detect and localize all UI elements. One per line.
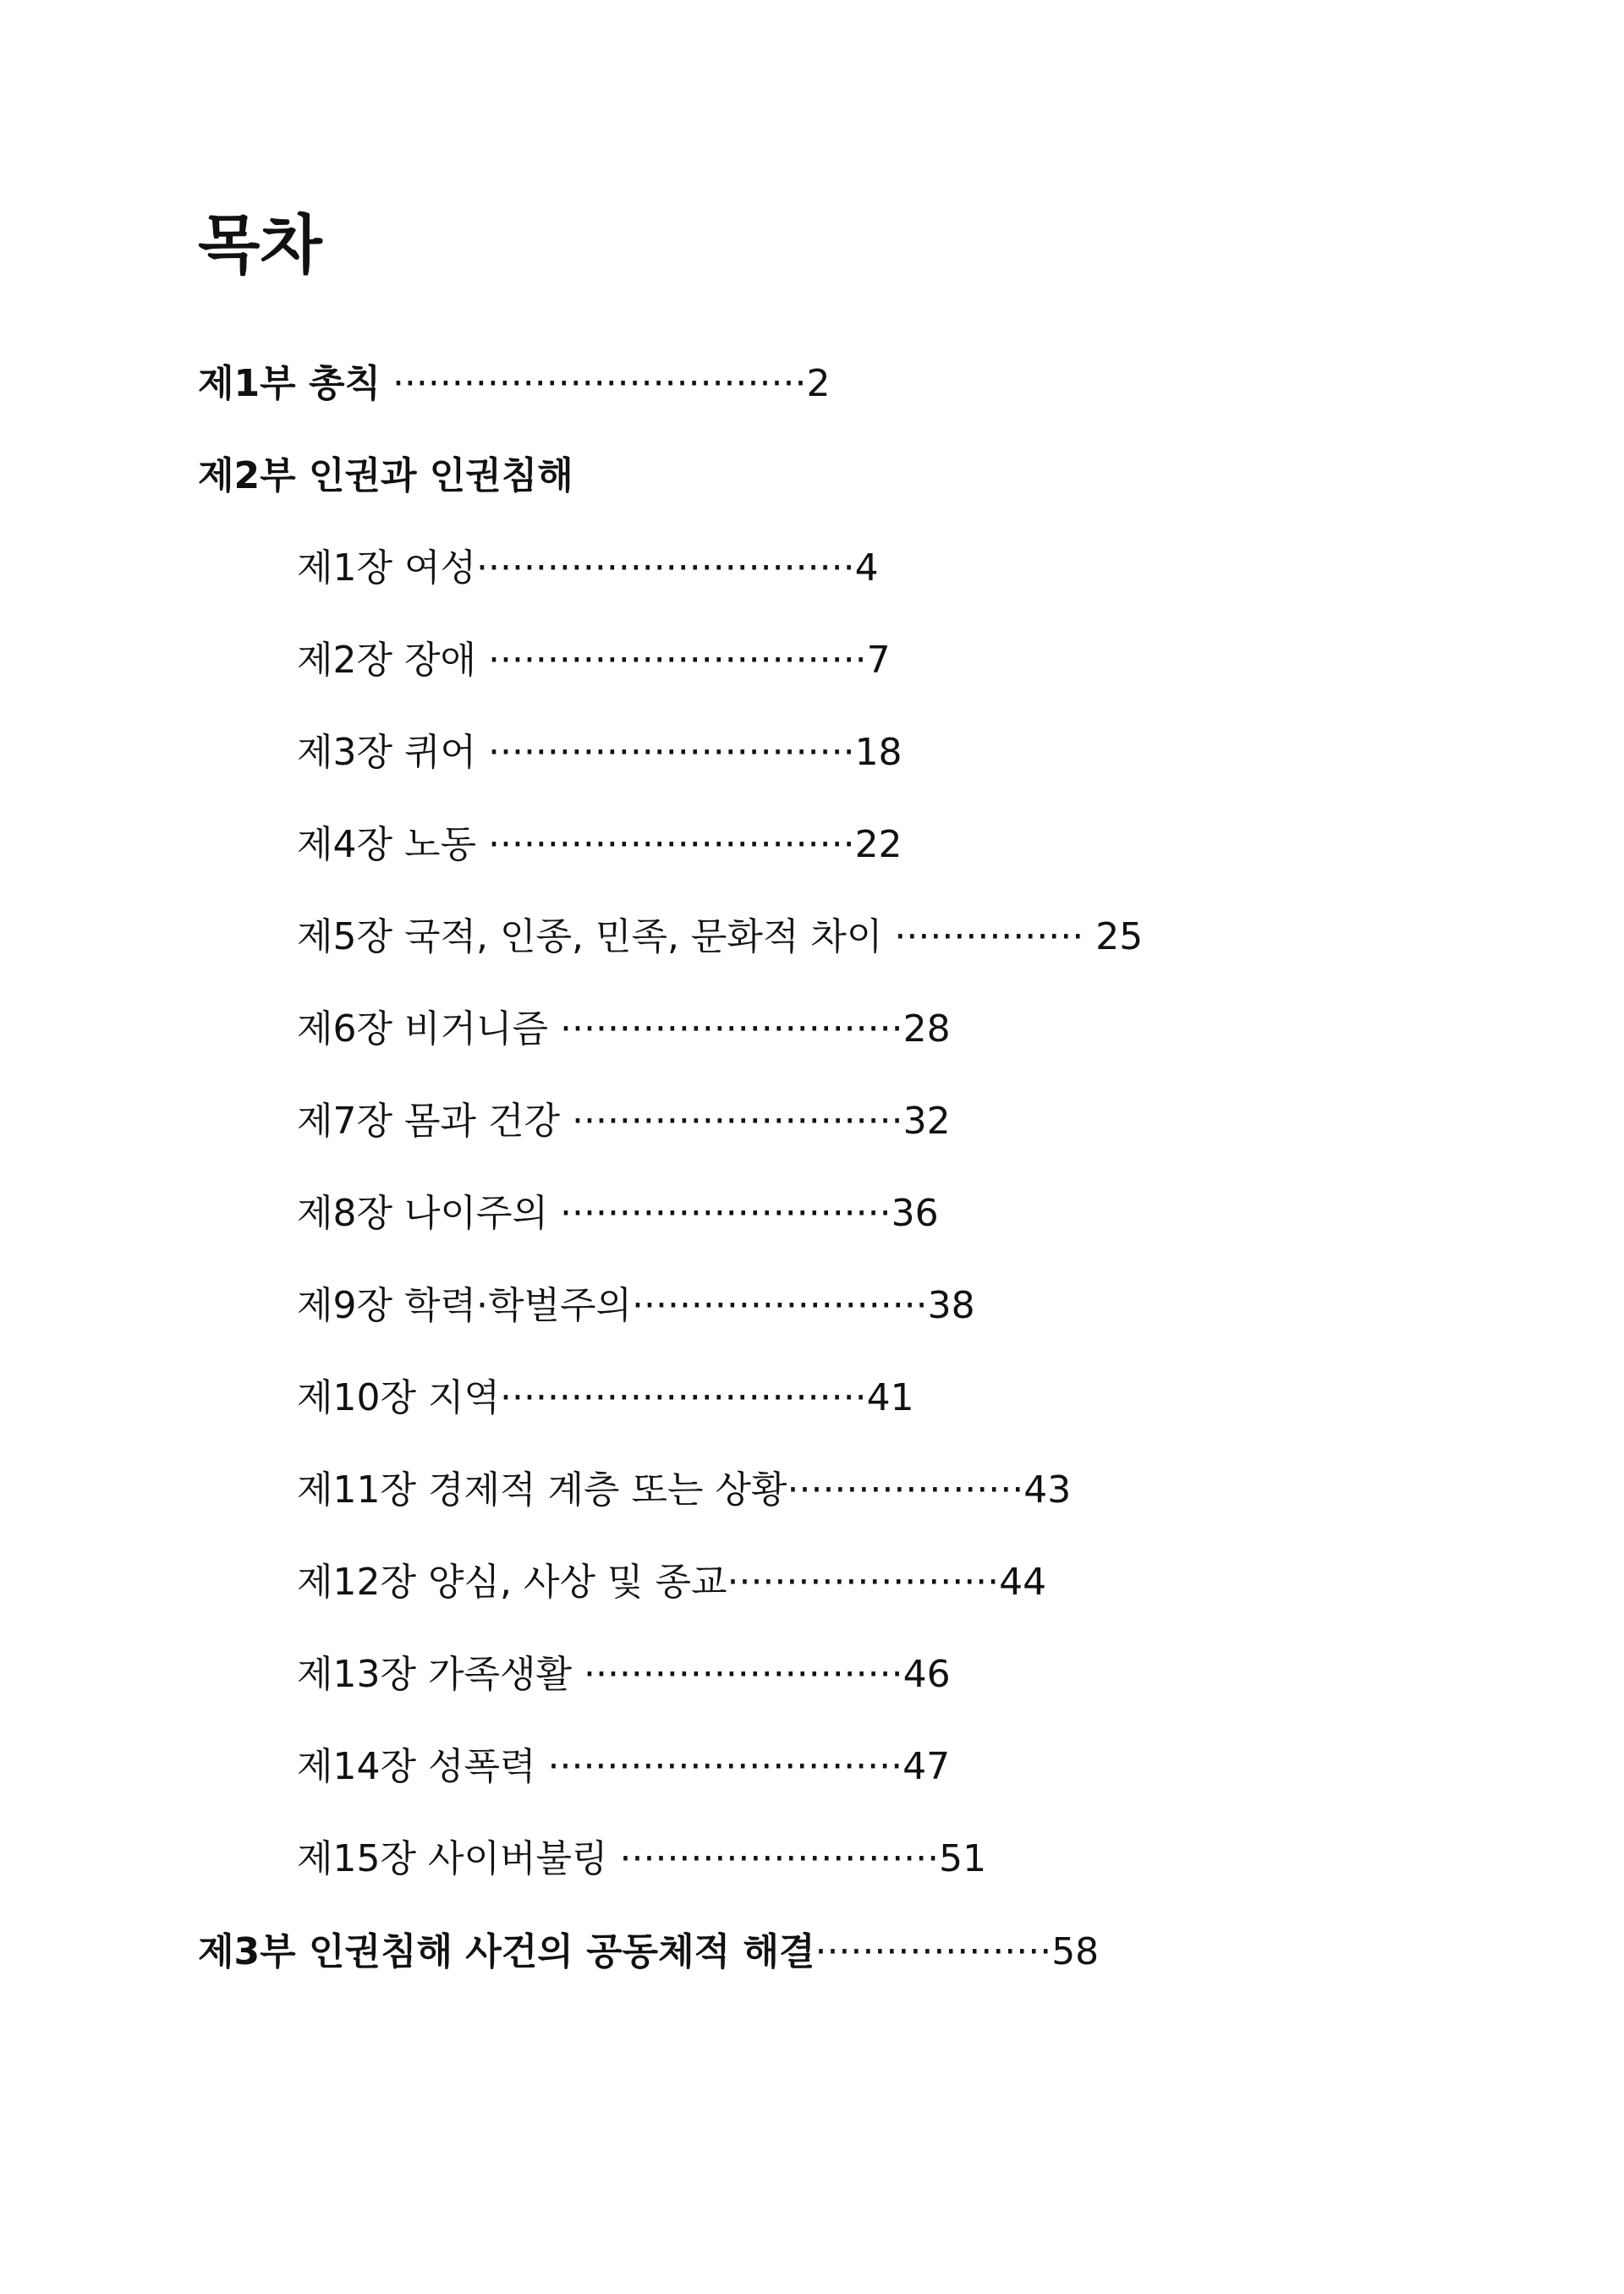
toc-entry-label: 제1부 총칙 (198, 362, 381, 405)
toc-entry-page: 18 (854, 731, 903, 774)
toc-entry-page: 41 (866, 1376, 914, 1419)
toc-entry-chapter-3 (297, 731, 903, 774)
toc-entry-chapter-13 (297, 1653, 951, 1696)
toc-entry-chapter-9 (297, 1284, 975, 1327)
toc-entry-page: 32 (903, 1100, 951, 1143)
toc-entry-leader: ························· (632, 1284, 928, 1327)
toc-entry-label: 제4장 노동 (297, 823, 476, 866)
toc-entry-label: 제3장 퀴어 (297, 731, 476, 774)
toc-entry-chapter-5 (297, 915, 1144, 958)
toc-entry-leader: ······················· (727, 1561, 1000, 1604)
toc-entry-chapter-14 (297, 1745, 951, 1788)
toc-entry-label: 제15장 사이버불링 (297, 1837, 608, 1880)
toc-entry-leader: ··························· (572, 1653, 903, 1696)
toc-entry-label: 제14장 성폭력 (297, 1745, 536, 1788)
toc-entry-page: 2 (806, 362, 831, 405)
toc-entry-chapter-8 (297, 1192, 939, 1235)
toc-entry-chapter-6 (297, 1007, 951, 1051)
toc-entry-leader: ··························· (607, 1837, 940, 1880)
toc-entry-part-2 (198, 454, 573, 497)
toc-entry-page: 7 (866, 639, 891, 682)
toc-entry-page: 28 (903, 1007, 951, 1051)
toc-entry-chapter-10 (297, 1376, 914, 1419)
toc-entry-leader: ················ (882, 915, 1096, 958)
toc-entry-chapter-7 (297, 1100, 951, 1143)
toc-entry-label: 제11장 경제적 계층 또는 상황 (297, 1468, 787, 1512)
toc-entry-leader: ······························· (476, 823, 855, 866)
toc-entry-page: 4 (854, 546, 879, 590)
toc-entry-label: 제7장 몸과 건강 (297, 1100, 560, 1143)
toc-entry-page: 44 (999, 1561, 1047, 1604)
toc-entry-chapter-2 (297, 639, 891, 682)
toc-entry-page: 38 (927, 1284, 975, 1327)
toc-entry-leader: ····························· (548, 1007, 903, 1051)
toc-entry-part-1 (198, 362, 831, 405)
toc-entry-label: 제1장 여성 (297, 546, 476, 590)
toc-entry-page: 46 (903, 1653, 951, 1696)
toc-entry-label: 제5장 국적, 인종, 민족, 문화적 차이 (297, 915, 883, 958)
toc-entry-label: 제2부 인권과 인권침해 (198, 454, 573, 497)
toc-entry-page: 51 (939, 1837, 987, 1880)
toc-entry-leader: ···················· (815, 1930, 1052, 1973)
toc-entry-label: 제13장 가족생활 (297, 1653, 572, 1696)
toc-entry-page: 58 (1051, 1930, 1100, 1973)
toc-entry-leader: ······························· (476, 731, 855, 774)
toc-entry-label: 제3부 인권침해 사건의 공동체적 해결 (198, 1930, 815, 1973)
toc-entry-chapter-1 (297, 546, 879, 590)
toc-entry-page: 36 (891, 1192, 939, 1235)
toc-entry-page: 22 (854, 823, 903, 866)
toc-entry-leader: ···················· (787, 1468, 1024, 1512)
toc-entry-label: 제8장 나이주의 (297, 1192, 549, 1235)
toc-entry-page: 25 (1095, 915, 1144, 958)
toc-entry-page: 43 (1023, 1468, 1072, 1512)
toc-entry-leader: ···························· (560, 1100, 903, 1143)
toc-entry-label: 제2장 장애 (297, 639, 476, 682)
toc-entry-chapter-4 (297, 823, 903, 866)
toc-entry-part-3 (198, 1930, 1100, 1973)
toc-entry-leader: ······························· (500, 1376, 867, 1419)
toc-entry-chapter-12 (297, 1561, 1047, 1604)
toc-entry-leader: ································ (476, 546, 855, 590)
toc-entry-label: 제9장 학력·학벌주의 (297, 1284, 632, 1327)
toc-title: 목차 (198, 207, 322, 283)
toc-entry-label: 제6장 비거니즘 (297, 1007, 549, 1051)
toc-entry-leader: ··································· (380, 362, 807, 405)
toc-entry-label: 제10장 지역 (297, 1376, 500, 1419)
toc-entry-chapter-15 (297, 1837, 987, 1880)
toc-entry-chapter-11 (297, 1468, 1072, 1512)
toc-entry-leader: ······························ (535, 1745, 903, 1788)
toc-entry-leader: ···························· (548, 1192, 892, 1235)
toc-entry-page: 47 (903, 1745, 951, 1788)
toc-entry-leader: ································ (476, 639, 867, 682)
toc-entry-label: 제12장 양심, 사상 및 종교 (297, 1561, 727, 1604)
